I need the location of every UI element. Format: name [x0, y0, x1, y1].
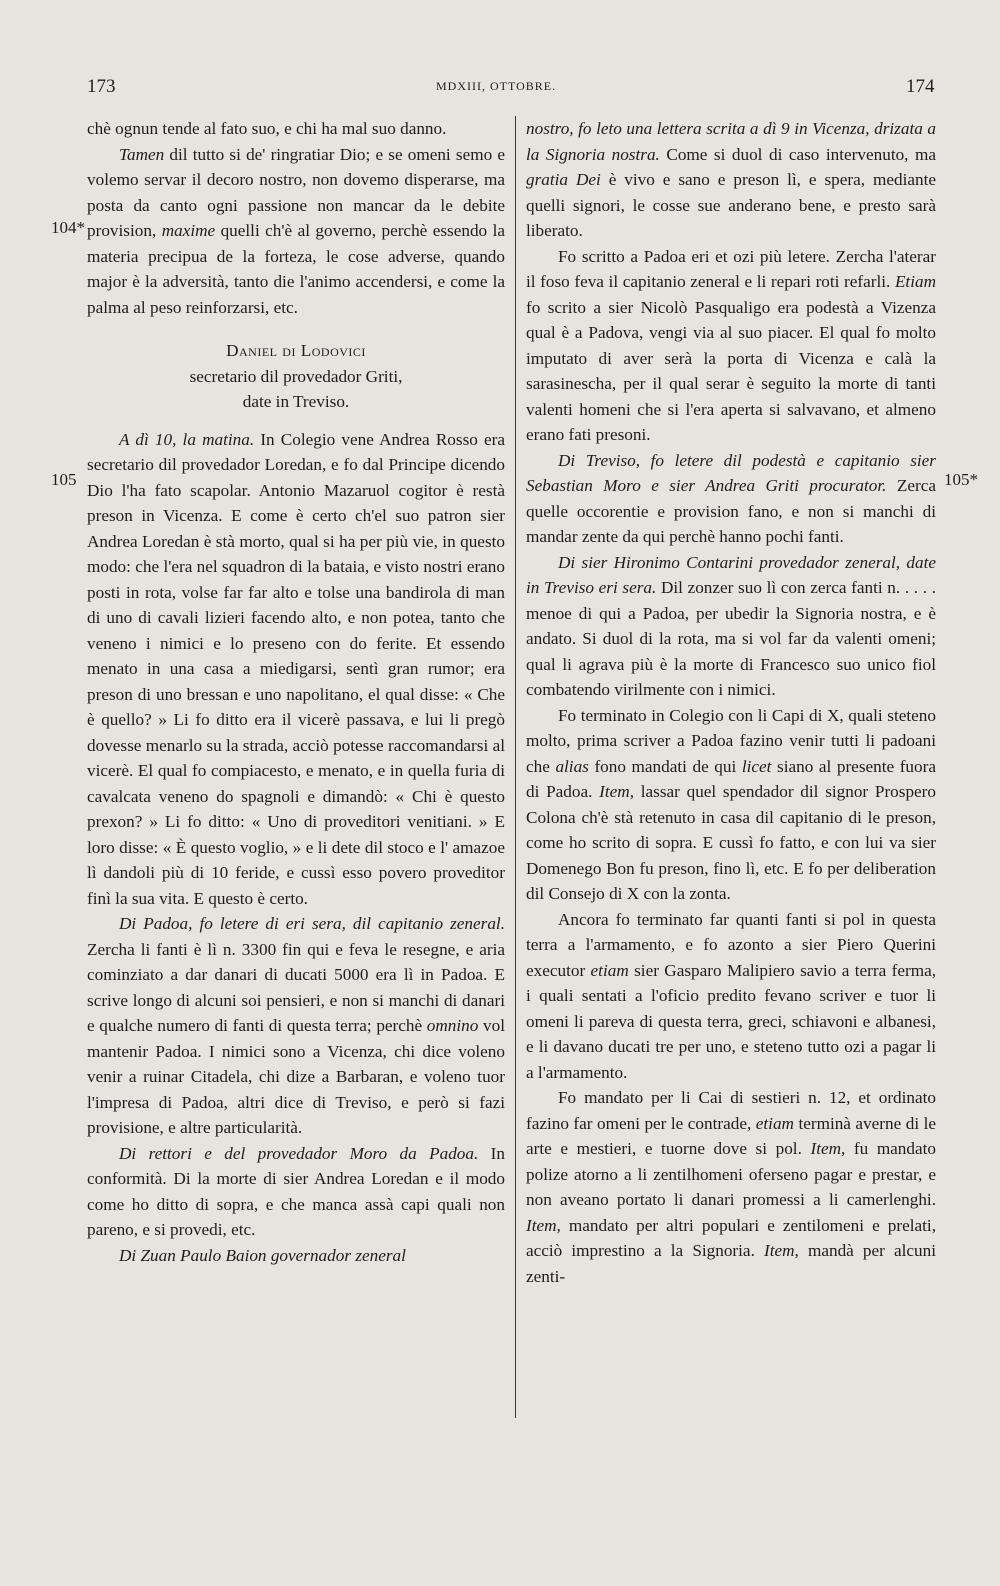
italic-text: Tamen — [119, 144, 165, 164]
text: Fo mandato per li Cai di sestieri n. 12, et ordinato fazino far omeni per le contrade, — [526, 1088, 936, 1133]
page-number-left: 173 — [87, 76, 116, 97]
paragraph — [87, 1141, 505, 1243]
italic-text: Item, — [810, 1139, 846, 1158]
signature-block — [87, 338, 505, 415]
paragraph — [526, 703, 936, 907]
text: In Colegio vene Andrea Rosso era secretario dil provedador Loredan, e fo dal Principe dicendo Dio l'ha fato scapolar. Antonio Mazaruol cogitor è restà preson in Vicenza. E come è certo ch'el suo patron sier Andrea Loredan è stà morto, qual si ha per più vie, in questo modo: che l'era nel squadron di la bataia, e visto nostri erano posti in rota, volse far far alto e tolse una bandirola di man di uno di cavali lizieri facendo alto, e non potea, tanto che veneno i nimici e lo preseno con do ferite. Et essendo menato in una casa a miedigarsi, sentì gran rumor; era preson di uno bressan e uno napolitano, el qual disse: « Che è quello? » Li fo ditto era il vicerè passava, e lui li pregò dovesse menarlo su la strada, acciò potesse raccomandarsi al vicerè. El qual fo compiacesto, e menato, e in quella furia di cavalcata veneno do spagnoli e dimandò: « Chi è questo prexon? » Li fo ditto: « Uno di proveditori venitiani. » E loro disse: « È questo voglio, » e li dete dil stoco e l' amazoe lì dandoli più di 10 feride, e cussì esso povero proveditor finì la sua vita. E questo è certo. — [87, 429, 505, 908]
paragraph — [87, 142, 505, 321]
paragraph — [526, 116, 936, 244]
italic-text: Item, — [599, 782, 634, 801]
paragraph — [526, 244, 936, 448]
text: è vivo e sano e preson lì, e spera, mediante quelli signori, le cosse sue anderano bene, e presto sarà liberato. — [526, 170, 936, 240]
column-divider — [515, 116, 516, 1418]
text: Fo terminato in Colegio con li Capi di X, quali steteno molto, prima scriver a Padoa fazino venir tutti li padoani che — [526, 705, 936, 776]
text: mandato per altri populari e zentilomeni e prelati, acciò imprestino a la Signoria. — [526, 1215, 936, 1260]
text: mandà per alcuni zenti- — [526, 1241, 936, 1286]
italic-text: nostro, fo leto una lettera scrita a dì 9 in Vicenza, drizata a la Signoria nostra. — [526, 119, 936, 164]
italic-text: Di Treviso, fo letere dil podestà e capitanio sier Sebastian Moro e sier Andrea Griti procurator. — [526, 450, 936, 495]
margin-number: 104* — [51, 218, 85, 237]
right-column — [526, 116, 936, 1289]
italic-text: Di Padoa, fo letere di eri sera, dil capitanio zeneral. — [119, 914, 505, 933]
text: fono mandati de qui — [588, 756, 742, 776]
italic-text: Etiam — [894, 272, 936, 291]
italic-text: maxime — [161, 221, 216, 240]
paragraph — [526, 1085, 936, 1289]
text: siano al presente fuora di Padoa. — [526, 756, 936, 801]
paragraph — [87, 1243, 505, 1269]
text: lassar quel spendador dil signor Prospero Colona ch'è stà retenuto in casa dil capitanio di le preson, come ho scrito di sopra. E cussì fo fatto, e con lui va sier Domenego Bon fu preson, fino lì, etc. E fo per deliberation dil Consejo di X con la zonta. — [526, 782, 936, 903]
text: Come si duol di caso intervenuto, ma — [659, 144, 936, 164]
text: quelli ch'è al governo, perchè essendo la materia precipua de la forteza, le cose adverse, quando major è la adversità, tanto die l'animo accendersi, e come la palma al peso reinforzarsi, etc. — [87, 221, 505, 317]
italic-text: Item, — [764, 1241, 799, 1260]
text: dil tutto si de' ringratiar Dio; e se omeni semo e volemo servar il decoro nostro, non dovemo disperarse, ma posta da canto ogni passione non mancar da le debite provision, — [87, 144, 505, 240]
margin-number: 105 — [51, 470, 77, 489]
paragraph — [526, 907, 936, 1086]
running-title: MDXIII, OTTOBRE. — [436, 79, 557, 93]
text: Zerca quelle occorentie e provision fano, e non si manchi di mandar zente da qui perchè hanno pochi fanti. — [526, 476, 936, 546]
italic-text: Item, — [526, 1215, 561, 1235]
text: In conformità. Di la morte di sier Andrea Loredan e il modo come ho ditto di sopra, e che manca assà capi quali non pareno, e si provedi, etc. — [87, 1143, 505, 1239]
text: Dil zonzer suo lì con zerca fanti n. . . . . menoe di qui a Padoa, per ubedir la Signoria nostra, e è andato. Si duol di la rota, ma si vol far da valenti omeni; qual li agrava più è la morte di Francesco suo unico fiol combatendo virilmente con i nimici. — [526, 578, 936, 699]
italic-text: alias — [555, 756, 589, 776]
text: vol mantenir Padoa. I nimici sono a Vicenza, chi dice voleno venir a ruinar Citadela, chi dize a Barbaran, e voleno tuor l'impresa di Padoa, altri dice di Treviso, e però si fazi provisione, e altre particularità. — [87, 1016, 505, 1137]
text: Fo scritto a Padoa eri et ozi più letere. Zercha l'aterar il foso feva il capitanio zeneral e li repari roti refarli. — [526, 246, 936, 291]
italic-text: etiam — [590, 960, 629, 980]
italic-text: Di Zuan Paulo Baion governador zeneral — [119, 1245, 406, 1265]
text: terminà averne di le arte e mestieri, e tuorne dove si pol. — [526, 1113, 936, 1158]
margin-number: 105* — [944, 470, 978, 489]
text: fu mandato polize atorno a li zentilhomeni oferseno pagar e prestar, e non aveano portato li danari promessi a li camerlenghi. — [526, 1139, 936, 1209]
italic-text: etiam — [755, 1113, 794, 1133]
signature-title: secretario dil provedador Griti, — [189, 366, 403, 386]
page-number-right: 174 — [906, 76, 935, 97]
italic-text: gratia Dei — [526, 170, 601, 189]
italic-text: licet — [741, 756, 772, 776]
text: sier Gasparo Malipiero savio a terra ferma, i quali sentati a l'oficio predito fevano scriver e tuor li omeni li pareva di questa terra, greci, schiavoni e albanesi, e li davano ducati tre per uno, e steteno tutto ozi a pagar li a l'armamento. — [526, 960, 936, 1082]
italic-text: A dì 10, la matina. — [119, 429, 255, 449]
text: Zercha li fanti è lì n. 3300 fin qui e feva le resegne, e aria cominziato a dar danari di ducati 5000 era lì in Padoa. E scrive longo di alcuni soi pensieri, e non si manchi di danari e qualche numero di fanti di questa terra; perchè — [87, 939, 505, 1035]
paragraph — [526, 550, 936, 703]
left-column — [87, 116, 505, 1268]
paragraph — [87, 911, 505, 1141]
paragraph — [87, 427, 505, 912]
text: chè ognun tende al fato suo, e chi ha mal suo danno. — [87, 119, 447, 138]
italic-text: Di sier Hironimo Contarini provedador zeneral, date in Treviso eri sera. — [526, 552, 936, 597]
running-head — [0, 76, 1000, 100]
italic-text: Di rettori e del provedador Moro da Padoa. — [119, 1143, 479, 1163]
signature-place: date in Treviso. — [242, 392, 350, 411]
signature-name: Daniel di Lodovici — [226, 341, 366, 360]
italic-text: omnino — [426, 1016, 479, 1035]
text: Ancora fo terminato far quanti fanti si pol in questa terra a l'armamento, e fo azonto a sier Piero Querini executor — [526, 909, 936, 980]
paragraph — [87, 116, 505, 142]
text: fo scrito a sier Nicolò Pasqualigo era podestà a Vizenza qual è a Padova, vengi via al suo piacer. El qual fo molto imputato di aver serà la porta di Vicenza e calà la sarasinescha, per il qual serar è seguito la morte di tanti valenti homeni che si l'era aperta si salvavano, et almeno erano fati presoni. — [526, 297, 936, 444]
paragraph — [526, 448, 936, 550]
